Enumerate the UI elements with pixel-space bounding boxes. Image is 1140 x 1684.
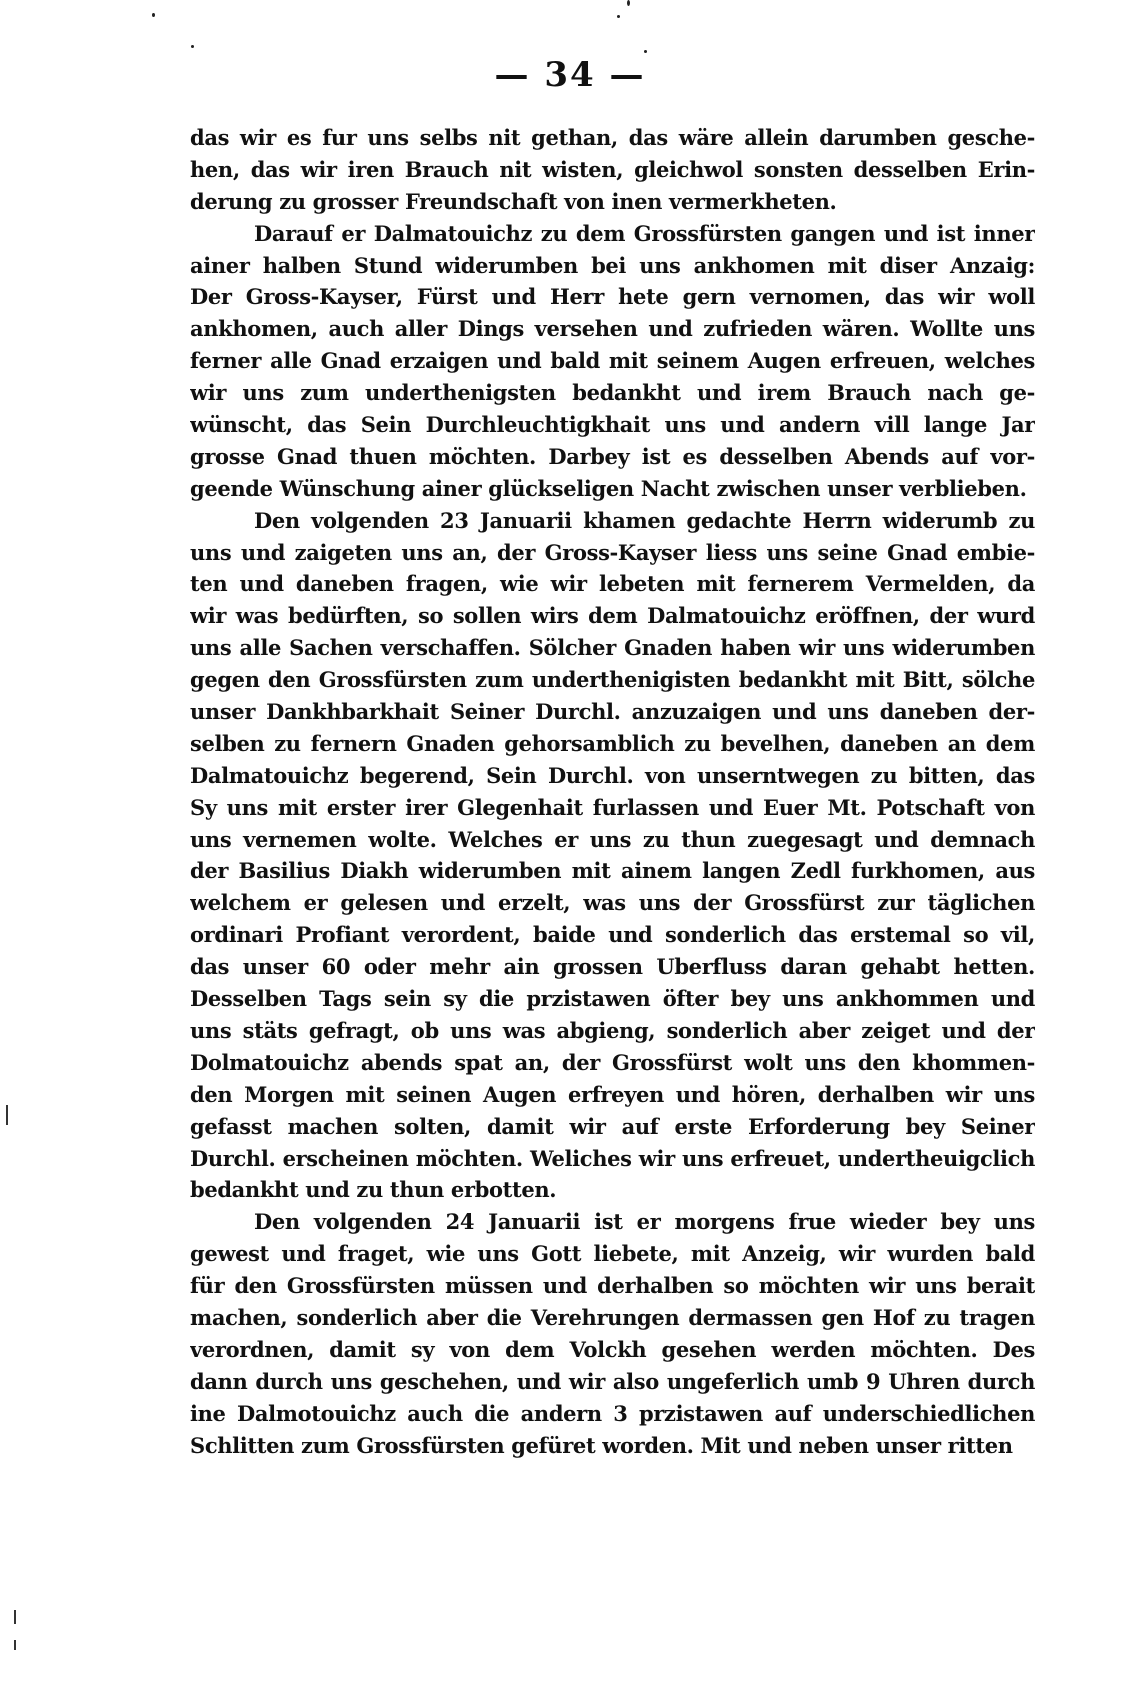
text-line: wir uns zum underthenigsten bedankht und irem Brauch nach ge- — [190, 380, 1035, 406]
text-line: verordnen, damit sy von dem Volckh gesehen werden möchten. Des — [190, 1336, 1035, 1362]
text-line: für den Grossfürsten müssen und derhalben so möchten wir uns berait — [190, 1273, 1035, 1299]
text-line: der Basilius Diakh widerumben mit ainem langen Zedl furkhomen, aus — [190, 858, 1035, 884]
text-line: Den volgenden 23 Januarii khamen gedachte Herrn widerumb zu — [254, 507, 1035, 533]
text-line: Dolmatouichz abends spat an, der Grossfürst wolt uns den khommen- — [190, 1049, 1035, 1075]
scan-edge-mark — [14, 1640, 16, 1650]
text-line: unser Dankhbarkhait Seiner Durchl. anzuzaigen und uns daneben der- — [190, 699, 1035, 725]
text-line: gewest und fraget, wie uns Gott liebete, mit Anzeig, wir wurden bald — [190, 1241, 1035, 1267]
text-line: den Morgen mit seinen Augen erfreyen und hören, derhalben wir uns — [190, 1081, 1035, 1107]
text-line: Sy uns mit erster irer Glegenhait furlassen und Euer Mt. Potschaft von — [190, 794, 1035, 820]
text-line: ine Dalmotouichz auch die andern 3 przistawen auf underschiedlichen — [190, 1400, 1035, 1426]
text-line: Den volgenden 24 Januarii ist er morgens frue wieder bey uns — [254, 1209, 1035, 1235]
paragraph — [190, 122, 1035, 218]
text-line: uns stäts gefragt, ob uns was abgieng, sonderlich aber zeiget und der — [190, 1017, 1035, 1043]
paragraph — [190, 218, 1035, 505]
text-line: bedankht und zu thun erbotten. — [190, 1177, 557, 1203]
text-line: hen, das wir iren Brauch nit wisten, gleichwol sonsten desselben Erin- — [190, 156, 1035, 182]
text-line: Schlitten zum Grossfürsten gefüret worden. Mit und neben unser ritten — [190, 1432, 1013, 1458]
text-line: Darauf er Dalmatouichz zu dem Grossfürsten gangen und ist inner — [254, 220, 1035, 246]
text-line: grosse Gnad thuen möchten. Darbey ist es desselben Abends auf vor- — [190, 443, 1035, 469]
paragraph — [190, 1206, 1035, 1461]
scan-edge-mark — [6, 1105, 8, 1125]
text-line: uns und zaigeten uns an, der Gross-Kayser liess uns seine Gnad embie- — [190, 539, 1035, 565]
scan-speck — [152, 13, 155, 17]
page-number: — 34 — — [494, 55, 646, 95]
body-text — [190, 122, 1035, 1461]
text-line: wünscht, das Sein Durchleuchtigkhait uns und andern vill lange Jar — [190, 412, 1035, 438]
text-line: ordinari Profiant verordent, baide und sonderlich das erstemal so vil, — [190, 922, 1035, 948]
text-line: Desselben Tags sein sy die przistawen öfter bey uns ankhommen und — [190, 986, 1035, 1012]
text-line: selben zu fernern Gnaden gehorsamblich zu bevelhen, daneben an dem — [190, 730, 1035, 756]
text-line: ferner alle Gnad erzaigen und bald mit seinem Augen erfreuen, welches — [190, 348, 1035, 374]
text-line: machen, sonderlich aber die Verehrungen dermassen gen Hof zu tragen — [190, 1304, 1035, 1330]
text-line: wir was bedürften, so sollen wirs dem Dalmatouichz eröffnen, der wurd — [190, 603, 1035, 629]
text-line: das wir es fur uns selbs nit gethan, das wäre allein darumben gesche- — [190, 125, 1035, 150]
text-line: geende Wünschung ainer glückseligen Nacht zwischen unser verblieben. — [190, 475, 1027, 501]
text-line: ainer halben Stund widerumben bei uns ankhomen mit diser Anzaig: — [190, 252, 1035, 278]
text-line: welchem er gelesen und erzelt, was uns der Grossfürst zur täglichen — [190, 890, 1035, 916]
text-line: ankhomen, auch aller Dings versehen und zufrieden wären. Wollte uns — [190, 316, 1035, 342]
text-line: uns vernemen wolte. Welches er uns zu thun zuegesagt und demnach — [190, 826, 1035, 852]
text-line: Der Gross-Kayser, Fürst und Herr hete gern vernomen, das wir woll — [190, 284, 1035, 310]
text-line: das unser 60 oder mehr ain grossen Uberfluss daran gehabt hetten. — [190, 954, 1035, 980]
text-line: Durchl. erscheinen möchten. Weliches wir uns erfreuet, undertheuigclich — [190, 1145, 1035, 1171]
scan-speck — [627, 0, 630, 6]
text-line: Dalmatouichz begerend, Sein Durchl. von unserntwegen zu bitten, das — [190, 762, 1035, 788]
paragraph — [190, 505, 1035, 1207]
text-line: gefasst machen solten, damit wir auf erste Erforderung bey Seiner — [190, 1113, 1035, 1139]
text-line: derung zu grosser Freundschaft von inen vermerkheten. — [190, 188, 837, 214]
scan-edge-mark — [14, 1610, 16, 1624]
text-line: uns alle Sachen verschaffen. Sölcher Gnaden haben wir uns widerumben — [190, 635, 1035, 661]
text-line: dann durch uns geschehen, und wir also ungeferlich umb 9 Uhren durch — [190, 1368, 1035, 1394]
scan-speck — [617, 15, 620, 18]
scan-speck — [644, 50, 647, 53]
scan-speck — [191, 45, 194, 48]
text-line: gegen den Grossfürsten zum underthenigisten bedankht mit Bitt, sölche — [190, 667, 1035, 693]
text-line: ten und daneben fragen, wie wir lebeten mit fernerem Vermelden, da — [190, 571, 1035, 597]
